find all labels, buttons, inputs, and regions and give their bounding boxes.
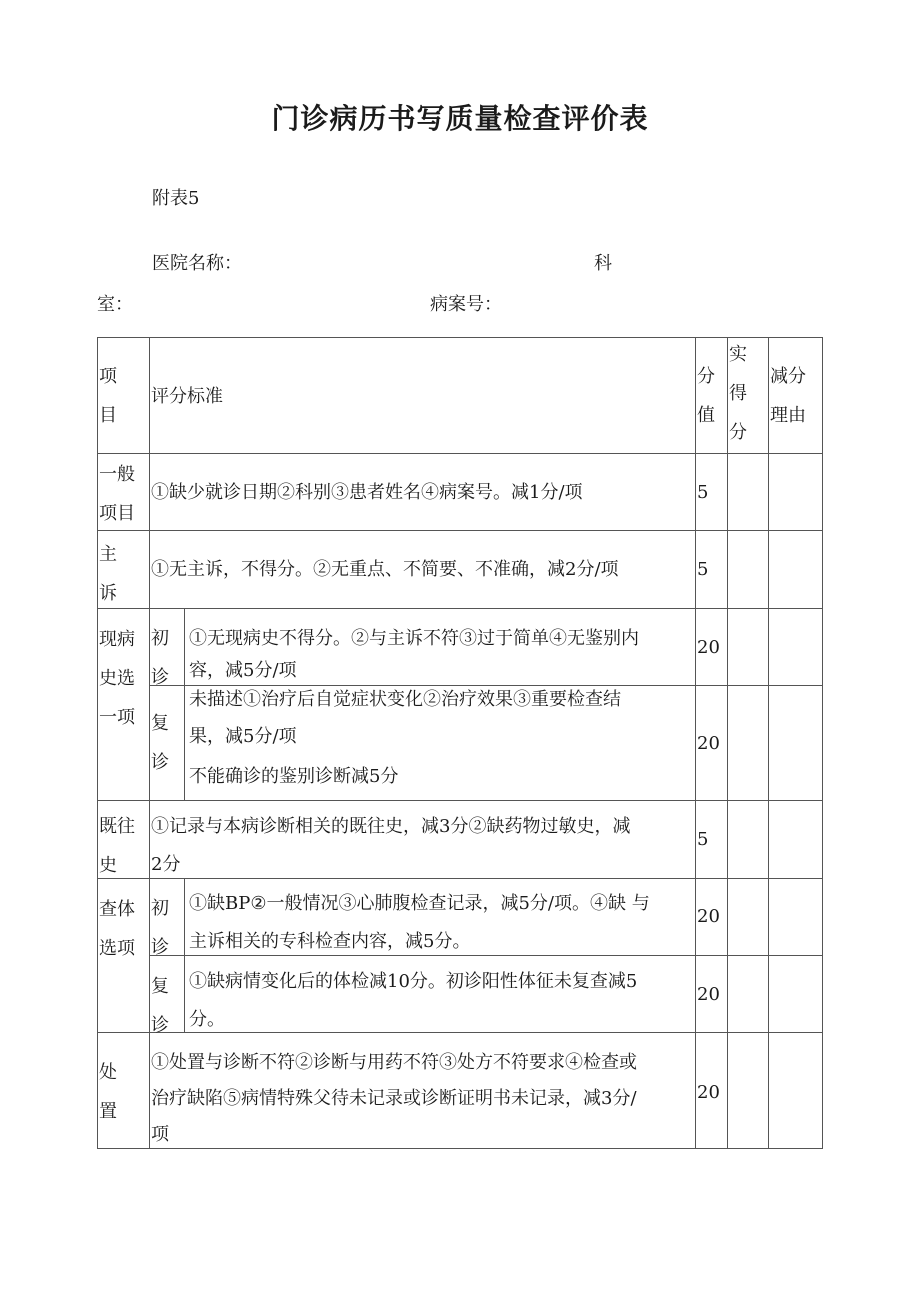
header-deduction-reason: 减分理由 [770, 366, 806, 426]
hospital-name-label: 医院名称： [152, 253, 242, 274]
score-exam-first: 20 [697, 906, 720, 927]
criteria-past-history-line2: 2分 [151, 854, 181, 875]
criteria-present-follow-line2: 果，减5分/项 [189, 726, 297, 747]
criteria-general: ①缺少就诊日期②科别③患者姓名④病案号。减1分/项 [151, 482, 583, 503]
header-actual-score: 实得分 [729, 344, 747, 443]
item-treatment: 处置 [99, 1062, 117, 1122]
item-general: 一般项目 [99, 464, 135, 524]
sub-present-first-visit: 初诊 [151, 628, 169, 688]
score-chief-complaint: 5 [697, 559, 709, 580]
item-physical-exam: 查体选项 [99, 899, 135, 959]
score-present-follow: 20 [697, 733, 720, 754]
sub-exam-follow-up: 复诊 [151, 976, 169, 1036]
criteria-present-first-line1: ①无现病史不得分。②与主诉不符③过于简单④无鉴别内 [189, 628, 639, 649]
sub-present-follow-up: 复诊 [151, 713, 169, 773]
item-present-illness: 现病史选一项 [99, 629, 135, 728]
score-treatment: 20 [697, 1082, 720, 1103]
score-past-history: 5 [697, 829, 709, 850]
score-exam-follow: 20 [697, 984, 720, 1005]
criteria-present-first-line2: 容，减5分/项 [189, 660, 297, 681]
department-label-part2: 室： [97, 294, 133, 315]
criteria-past-history-line1: ①记录与本病诊断相关的既往史，减3分②缺药物过敏史，减 [151, 816, 631, 837]
case-number-label: 病案号： [430, 294, 502, 315]
criteria-exam-follow-line1: ①缺病情变化后的体检减10分。初诊阳性体征未复查减5 [189, 971, 638, 992]
sub-exam-first-visit: 初诊 [151, 898, 169, 958]
evaluation-table [97, 337, 823, 1149]
appendix-label: 附表5 [152, 188, 200, 209]
department-label-part1: 科 [594, 253, 612, 274]
criteria-present-follow-line1: 未描述①治疗后自觉症状变化②治疗效果③重要检查结 [189, 689, 621, 710]
criteria-exam-first-line1: ①缺BP②一般情况③心肺腹检查记录，减5分/项。④缺 与 [189, 893, 650, 914]
header-item: 项目 [99, 366, 117, 426]
page-title: 门诊病历书写质量检查评价表 [271, 102, 649, 135]
criteria-treatment-line3: 项 [151, 1124, 169, 1145]
score-present-first: 20 [697, 637, 720, 658]
criteria-present-follow-line3: 不能确诊的鉴别诊断减5分 [189, 766, 399, 787]
item-past-history: 既往史 [99, 816, 135, 876]
score-general: 5 [697, 482, 709, 503]
header-score: 分值 [697, 366, 715, 426]
criteria-exam-first-line2: 主诉相关的专科检查内容，减5分。 [189, 931, 471, 952]
criteria-exam-follow-line2: 分。 [189, 1009, 225, 1030]
criteria-treatment-line1: ①处置与诊断不符②诊断与用药不符③处方不符要求④检查或 [151, 1052, 637, 1073]
item-chief-complaint: 主诉 [99, 544, 117, 604]
header-criteria: 评分标准 [151, 386, 223, 407]
criteria-treatment-line2: 治疗缺陷⑤病情特殊父待未记录或诊断证明书未记录，减3分/ [151, 1088, 637, 1109]
criteria-chief-complaint: ①无主诉，不得分。②无重点、不简要、不准确，减2分/项 [151, 559, 619, 580]
